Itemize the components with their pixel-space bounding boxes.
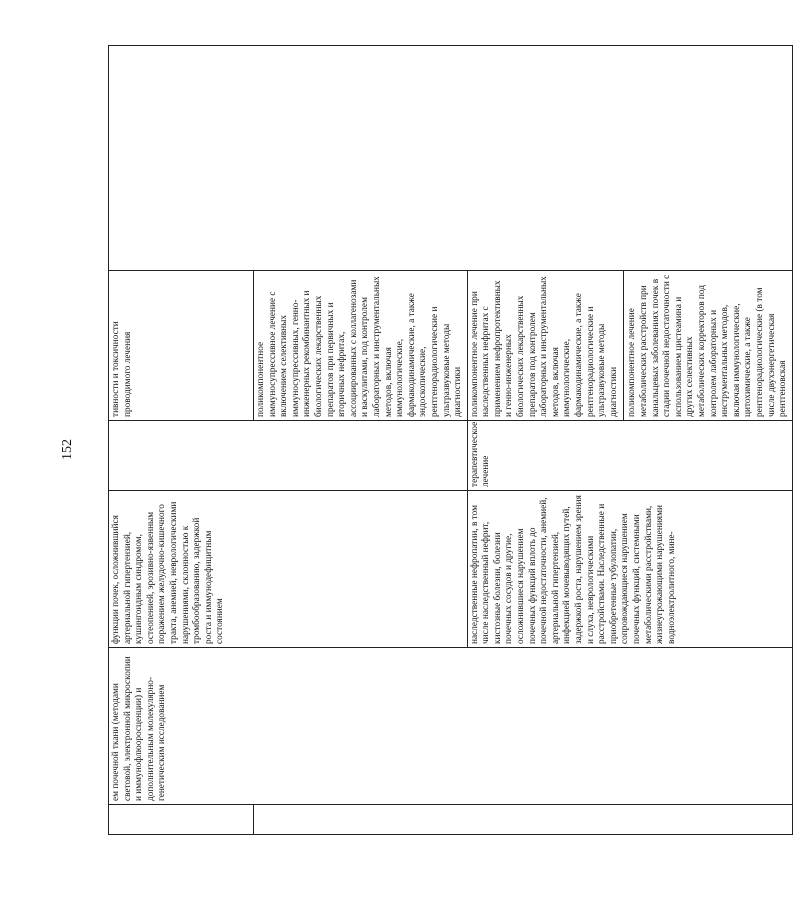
diagnostic-text: ем почечной ткани (методами световой, электронной микроскопии и иммунофлюоросценции) и дополнительным молекулярно-генетическим исследованием (111, 656, 168, 801)
table-cell (109, 46, 793, 271)
cell-divider (623, 271, 624, 420)
table-cell (467, 491, 792, 648)
table-cell (109, 271, 254, 421)
table-cell (109, 648, 793, 805)
condition-text: наследственные нефропатии, в том числе наследственный нефрит, кистозные болезни, болезни почечных сосудов и другие, осложнившиеся нарушением почечных функций вплоть до почечной недостаточности, анемией, артериальной гипертензией, инфекцией мочевыводящих путей, задержкой роста, нарушением зрения и слуха, неврологическими расстройствами. Наследственные и приобретенные тубулопатии, сопровождающиеся нарушением почечных функций, системными метаболическими расстройствами, жизнеугрожающими нарушениями водноэлектролитного, мине- (469, 495, 677, 644)
table-cell (109, 421, 468, 491)
treatment-text: поликомпонентное лечение метаболических расстройств при канальцевых заболеваниях почек в стадии почечной недостаточности с использованием цистеамина и других селективных метаболических корректоров под контролем лабораторных и инструментальных методов, включая иммунологические, цитохимические, а также рентгенорадиологические (в том числе двухэнергетическая рентгеновская (627, 274, 789, 417)
table-cell (109, 491, 468, 648)
treatment-text: поликомпонентное лечение при наследственных нефритах с применением нефропротективных и генно-инженерных биологических лекарственных препаратов под контролем лабораторных и инструментальных методов, включая иммунологические, фармакодинамические, а также рентгенорадиологические и ультразвуковые методы диагностики (469, 276, 619, 417)
medical-table (108, 45, 793, 835)
treatment-type-text: терапевтическое лечение (469, 421, 492, 487)
table-cell (254, 271, 468, 421)
table-cell (109, 805, 254, 835)
rotated-page (108, 45, 789, 835)
table-cell (254, 805, 793, 835)
page-number: 152 (60, 439, 75, 460)
table-cell (467, 421, 792, 491)
table-cell (467, 271, 792, 421)
treatment-text: поликомпонентное иммуносупрессивное лечение с включением селективных иммуносупрессивных, генно-инженерных рекомбинантных и биологических лекарственных препаратов при первичных и вторичных нефритах, ассоциированных с коллагенозами и васкулитами, под контролем лабораторных и инструментальных методов, включая иммунологические, фармакодинамические, а также эндоскопические, рентгенорадиологические и ультразвуковые методы диагностики (256, 276, 464, 417)
condition-text: функции почек, осложнившийся артериальной гипертензией, кушингоидным синдромом, остеопенией, эрозивно-язвенным поражением желудочно-кишечного тракта, анемией, неврологическими нарушениями, склонностью к тромбообразованию, задержкой роста и иммунодефицитным состоянием (111, 501, 226, 644)
treatment-text: тивности и токсичности проводимого лечения (111, 321, 133, 417)
table-row (109, 46, 254, 835)
